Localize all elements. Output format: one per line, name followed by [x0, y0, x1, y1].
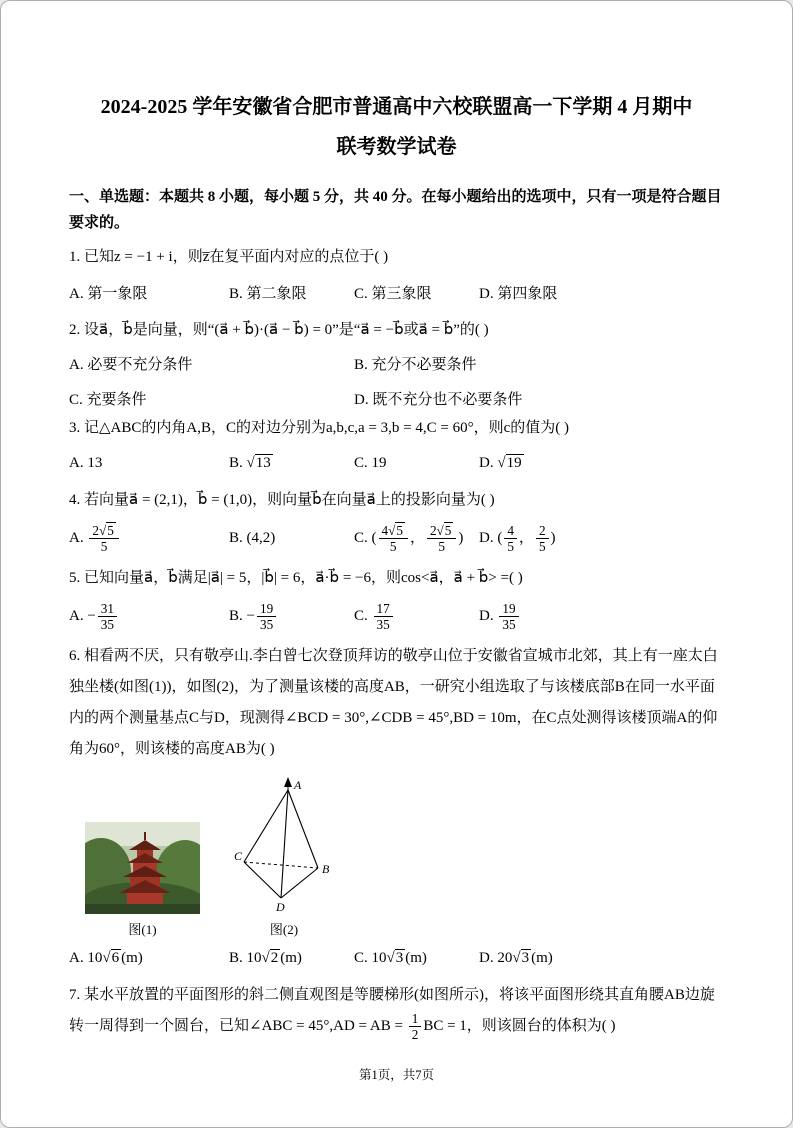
question-1-option-c: C. 第三象限: [354, 286, 432, 303]
question-2-option-d: D. 既不充分也不必要条件: [354, 391, 523, 408]
question-1-option-d: D. 第四象限: [479, 286, 558, 303]
question-5-option-d: D. $\frac{19}{35}$: [479, 601, 724, 632]
question-6-stem: 6. 相看两不厌，只有敬亭山.李白曾七次登顶拜访的敬亭山位于安徽省宣城市北郊，其上有一座太白独坐楼(如图(1))，如图(2)，为了测量该楼的高度AB，一研究小组选取了与该楼底部B在同一水平面内的两个测量基点C与D，现测得∠BCD = 30°,∠CDB = 45°,BD = 10m，在C点处测得该楼顶端A的仰角为60°，则该楼的高度AB为( ): [69, 648, 718, 757]
exam-title-line1: 2024-2025 学年安徽省合肥市普通高中六校联盟高一下学期 4 月期中: [100, 96, 693, 118]
question-5-options: [69, 601, 724, 632]
question-3-option-b: B. √13: [229, 454, 271, 471]
question-2-options: [69, 353, 724, 409]
figure-1-caption: 图(1): [128, 922, 157, 938]
tetrahedron-diagram: [234, 774, 334, 914]
figure-2-caption: 图(2): [269, 922, 299, 938]
question-1-option-b: B. 第二象限: [229, 286, 307, 303]
question-2-option-c: C. 充要条件: [69, 391, 147, 408]
exam-title-line2: 联考数学试卷: [336, 136, 457, 158]
question-6: [69, 641, 724, 971]
exam-title: [69, 87, 724, 167]
question-4-option-a: A. $\frac{2√5}{5}$: [69, 523, 229, 554]
question-3-option-c: C. 19: [354, 454, 387, 471]
vertex-label-c: C: [234, 849, 243, 864]
question-3-option-d: D. √19: [479, 454, 522, 471]
question-5: [69, 563, 724, 632]
question-1-options: [69, 280, 724, 306]
question-7-stem: 7. 某水平放置的平面图形的斜二侧直观图是等腰梯形(如图所示)，将该平面图形绕其直角腰AB边旋转一周得到一个圆台，已知∠ABC = 45°,AD = AB = $\frac{1}{2}$ BC = 1，则该圆台的体积为( ): [69, 987, 715, 1043]
question-2-option-a: A. 必要不充分条件: [69, 356, 193, 373]
question-6-option-b: B. 10√2 (m): [229, 949, 302, 966]
page-number-footer: 第1页，共7页: [358, 1067, 434, 1082]
question-7: [69, 980, 724, 1042]
question-5-option-a: A. − $\frac{31}{35}$: [69, 601, 229, 632]
pagoda-photo: [85, 822, 200, 914]
question-3: [69, 413, 724, 477]
figure-1: [85, 822, 200, 938]
vertex-label-a: A: [294, 778, 302, 793]
question-1-stem: 1. 已知z = −1 + i，则z̅在复平面内对应的点位于( ): [69, 249, 389, 265]
vertex-label-b: B: [322, 862, 330, 877]
question-2: [69, 315, 724, 409]
question-4-options: [69, 523, 724, 554]
question-4-option-d: D. ( $\frac{4}{5}$ ， $\frac{2}{5}$ ): [479, 523, 556, 555]
question-4-option-c: C. ( $\frac{4√5}{5}$ ， $\frac{2√5}{5}$ ): [354, 523, 464, 555]
question-1: [69, 242, 724, 306]
question-3-stem: 3. 记△ABC的内角A,B，C的对边分别为a,b,c,a = 3,b = 4,C = 60°，则c的值为( ): [69, 419, 569, 436]
question-6-option-a: A. 10√6 (m): [69, 949, 143, 966]
question-6-option-c: C. 10√3 (m): [354, 949, 427, 966]
question-3-options: [69, 450, 724, 476]
question-2-option-b: B. 充分不必要条件: [354, 356, 477, 373]
question-4-option-b: B. (4,2): [229, 530, 276, 547]
figure-2: [234, 774, 334, 938]
question-1-option-a: A. 第一象限: [69, 286, 148, 303]
question-5-option-b: B. − $\frac{19}{35}$: [229, 601, 354, 632]
question-4: [69, 485, 724, 554]
question-6-figures: [85, 774, 724, 938]
question-3-option-a: A. 13: [69, 454, 103, 471]
section-1-header: 一、单选题：本题共 8 小题，每小题 5 分，共 40 分。在每小题给出的选项中，只有一项是符合题目要求的。: [69, 189, 722, 231]
question-5-stem: 5. 已知向量a⃗，b⃗满足|a⃗| = 5，|b⃗| = 6，a⃗·b⃗ = −6，则cos<a⃗，a⃗ + b⃗> =( ): [69, 570, 523, 587]
question-5-option-c: C. $\frac{17}{35}$: [354, 601, 479, 632]
question-6-option-d: D. 20√3 (m): [479, 949, 553, 966]
vertex-label-d: D: [276, 900, 285, 915]
question-6-options: [69, 945, 724, 971]
question-2-stem: 2. 设a⃗，b⃗是向量，则“(a⃗ + b⃗)·(a⃗ − b⃗) = 0”是“a⃗ = −b⃗或a⃗ = b⃗”的( ): [69, 321, 489, 338]
question-4-stem: 4. 若向量a⃗ = (2,1)，b⃗ = (1,0)，则向量b⃗在向量a⃗上的投影向量为( ): [69, 492, 495, 509]
